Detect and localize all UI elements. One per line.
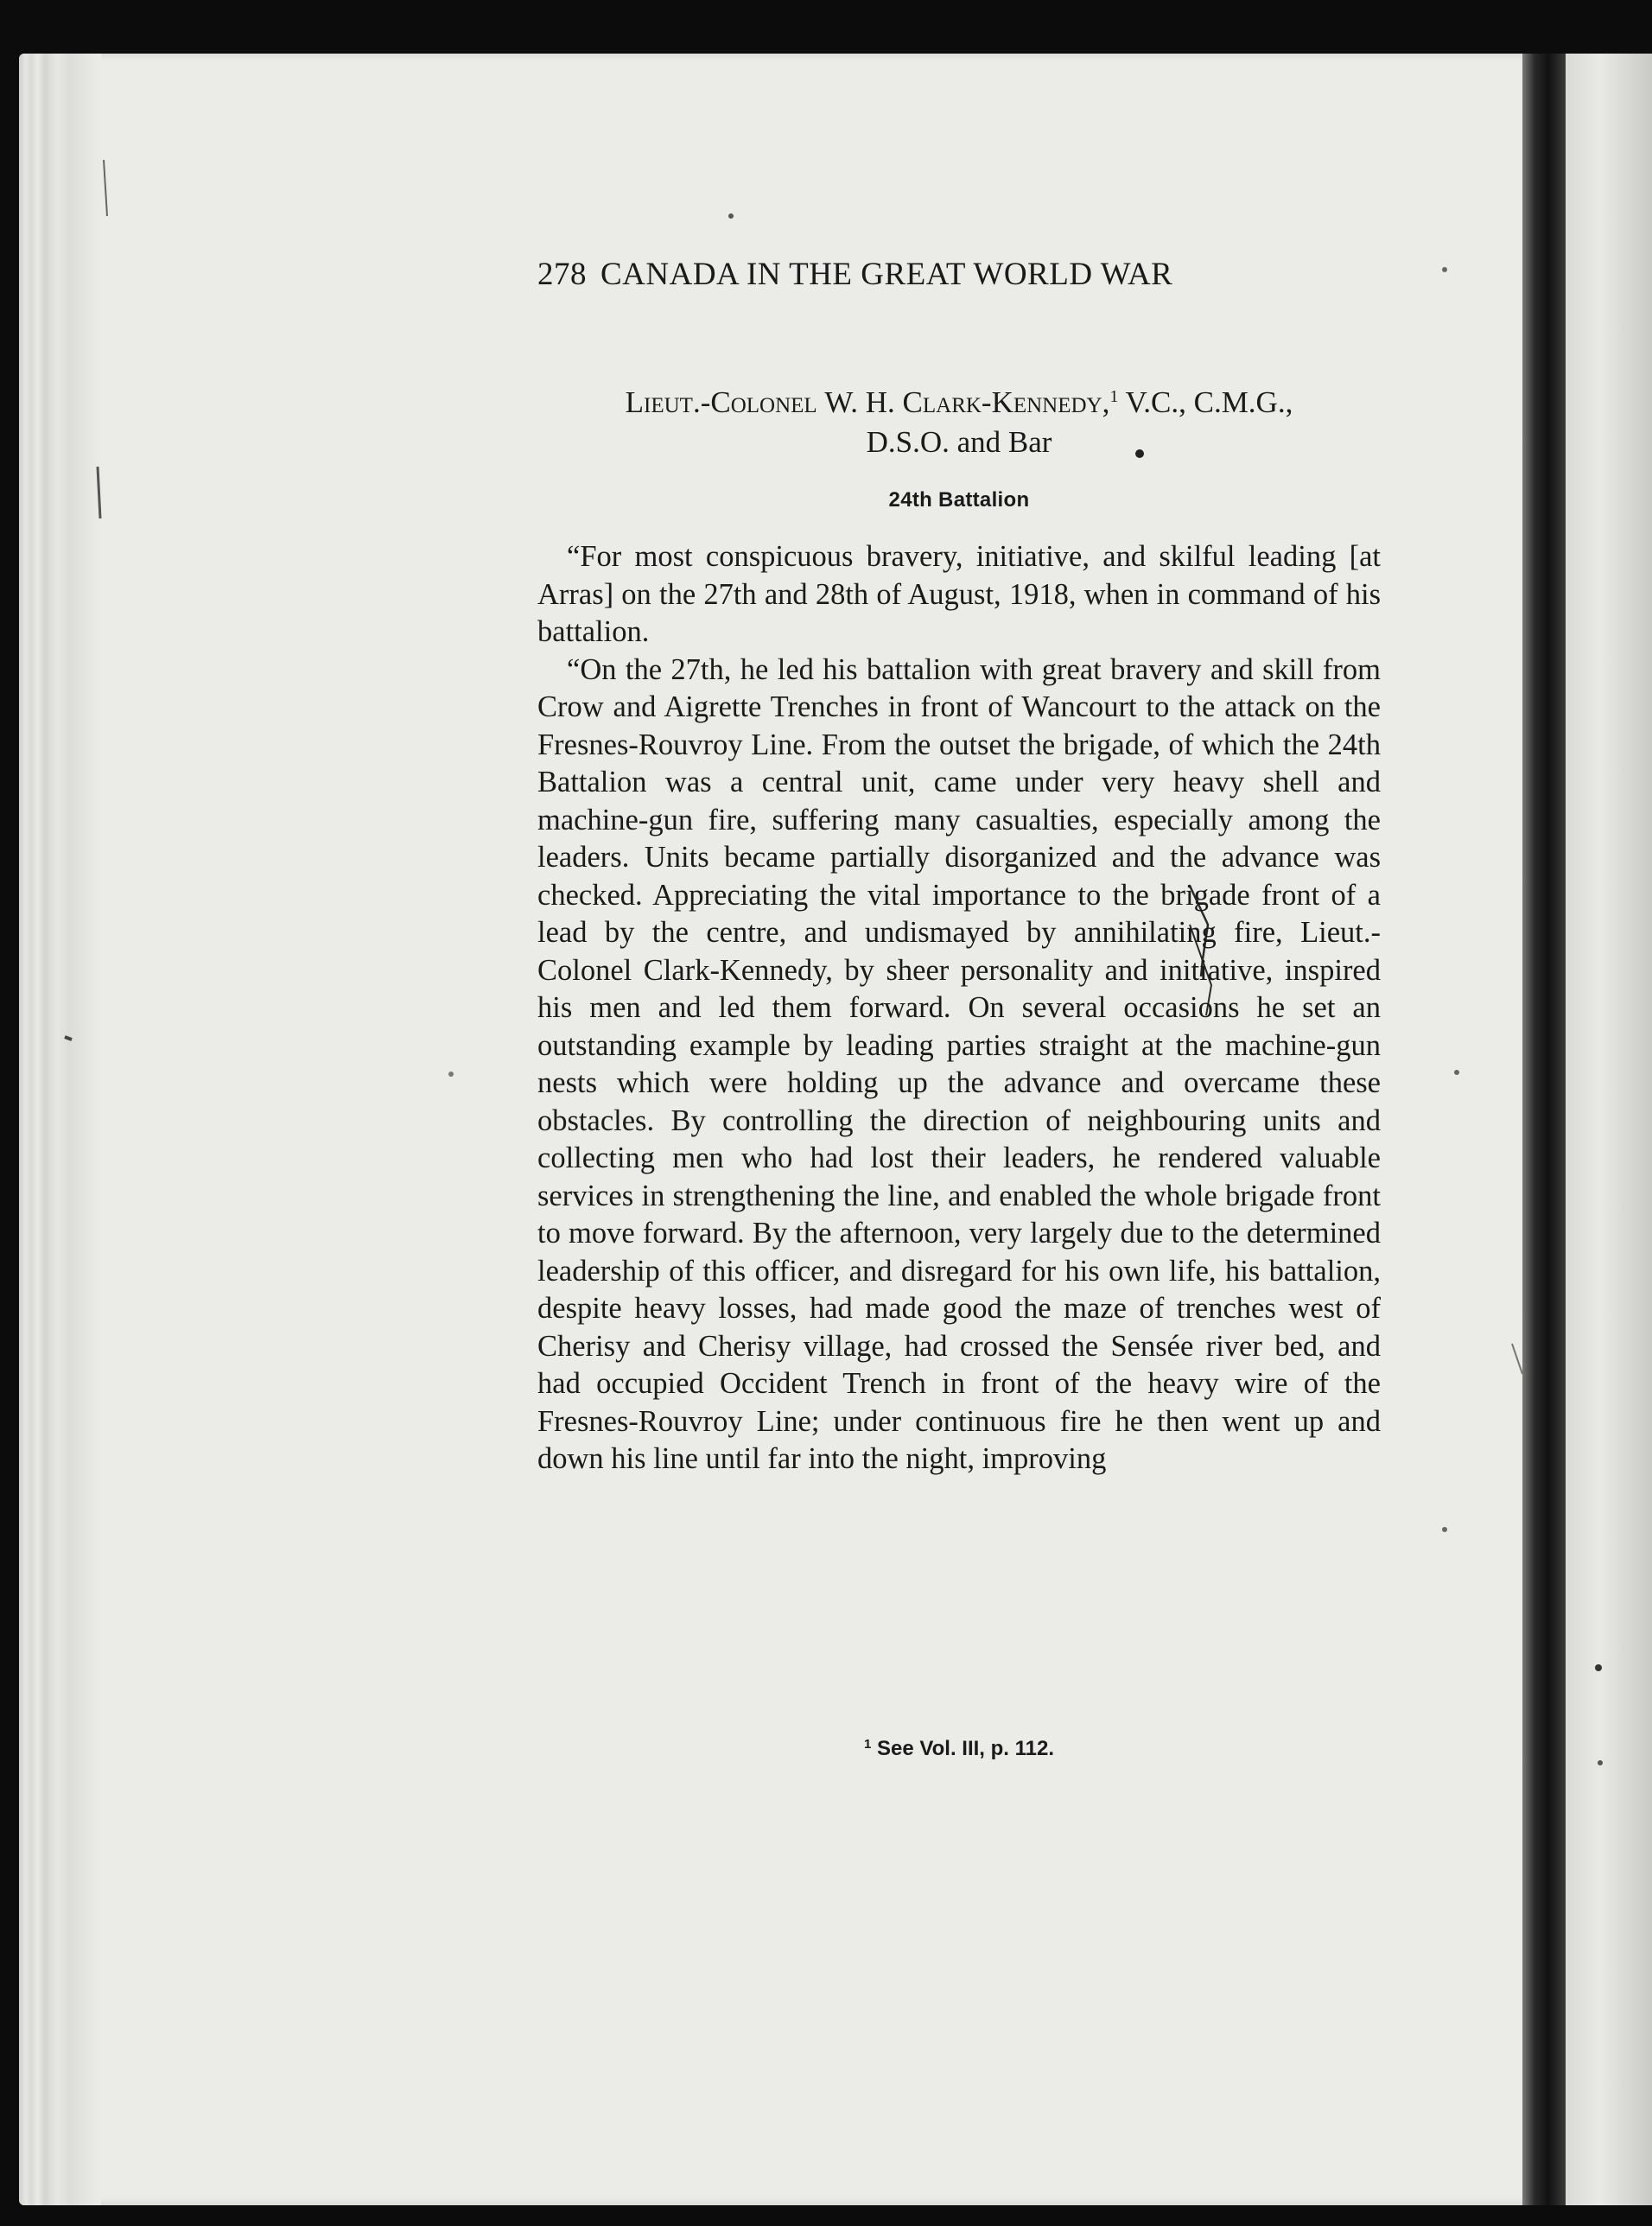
honours-line-2: D.S.O. and Bar (866, 425, 1052, 459)
honoree-rank: Lieut.-Colonel (625, 385, 817, 419)
honoree-name: W. H. Clark-Kennedy, (824, 385, 1110, 419)
page-number: 278 (537, 257, 587, 292)
honours-line-1: V.C., C.M.G., (1125, 385, 1293, 419)
running-head (537, 256, 1381, 293)
citation-paragraph: “For most conspicuous bravery, initiative, and skilful leading [at Arras] on the 27th and 28th of August, 1918, when in command of his battalion. (537, 540, 1381, 648)
facing-page-edge (1566, 54, 1652, 2205)
footnote (537, 1737, 1381, 1761)
unit-subheading: 24th Battalion (888, 488, 1030, 512)
book-title: CANADA IN THE GREAT WORLD WAR (600, 257, 1173, 292)
footnote-text: See Vol. III, p. 112. (877, 1737, 1054, 1760)
citation-paragraph: “On the 27th, he led his battalion with great bravery and skill from Crow and Aigrette Trenches in front of Wancourt to the attack on the Fresnes-Rouvroy Line. From the outset the brigade, of which the 24th Battalion was a central unit, came under very heavy shell and machine-gun fire, suffering many casualties, especially among the leaders. Units became partially disorganized and the advance was checked. Appreciating the vital importance to the brigade front of a lead by the centre, and undismayed by annihilating fire, Lieut.-Colonel Clark-Kennedy, by sheer personality and initiative, inspired his men and led them forward. On several occasions he set an outstanding example by leading parties straight at the machine-gun nests which were holding up the advance and overcame these obstacles. By controlling the direction of neighbouring units and collecting men who had lost their leaders, he rendered valuable services in strengthening the line, and enabled the whole brigade front to move forward. By the afternoon, very largely due to the determined leadership of this officer, and disregard for his own life, his battalion, despite heavy losses, had made good the maze of trenches west of Cherisy and Cherisy village, had crossed the Sensée river bed, and had occupied Occident Trench in front of the heavy wire of the Fresnes-Rouvroy Line; under continuous fire he then went up and down his line until far into the night, improving (537, 652, 1381, 1475)
honoree-line-1 (537, 383, 1381, 423)
honoree-heading (537, 383, 1381, 462)
footnote-ref: 1 (1109, 387, 1119, 406)
footnote-marker: 1 (864, 1737, 872, 1752)
citation-text (537, 538, 1381, 1479)
page-edges (19, 54, 101, 2205)
page-text (537, 256, 1381, 1479)
binding-shadow (1522, 54, 1566, 2205)
